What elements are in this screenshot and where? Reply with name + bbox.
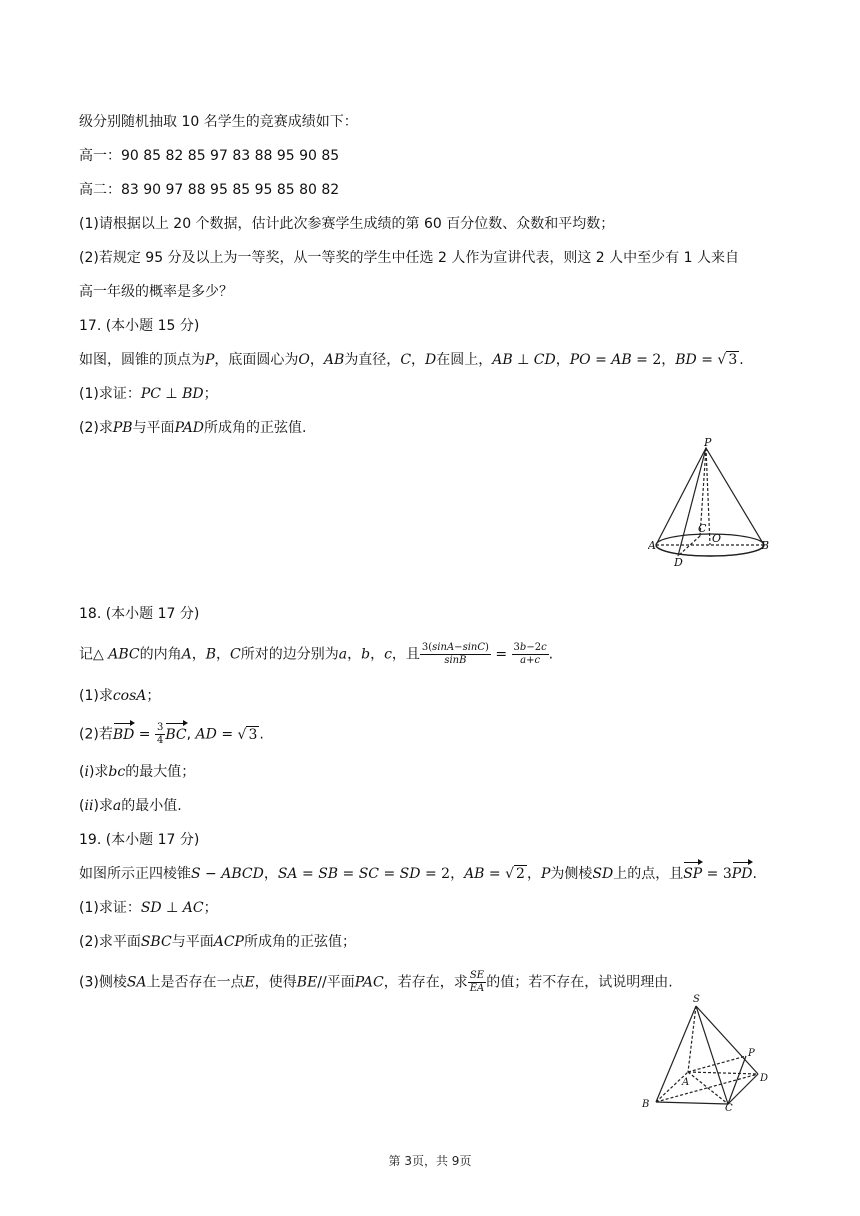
fig19-label-s: S xyxy=(693,994,700,1005)
pyramid-figure xyxy=(638,992,778,1112)
grade2-values: 83 90 97 88 95 85 95 85 80 82 xyxy=(121,182,340,198)
q19-stem: 如图所示正四棱锥S − ABCD，SA = SB = SC = SD = 2，AB = √ 2 ，P为侧棱SD上的点，且SP = 3PD. xyxy=(79,866,757,882)
fig19-label-a: A xyxy=(682,1077,690,1088)
q18-stem: 记△ ABC的内角A，B，C所对的边分别为a，b，c，且 $\frac{3(\sin A-\sin C)}{\sin B}$ = $\frac{3b-2c}{a+c}$ . xyxy=(79,642,554,666)
q19-header: 19. (本小题 17 分) xyxy=(79,832,200,848)
q16-part2-line1: (2)若规定 95 分及以上为一等奖，从一等奖的学生中任选 2 人作为宣讲代表，则这 2 人中至少有 1 人来自 xyxy=(79,250,739,266)
grade1-label: 高一： xyxy=(79,148,121,164)
q19-part3: (3)侧棱SA上是否存在一点E，使得BE//平面PAC，若存在，求 $\frac{SE}{EA}$ 的值；若不存在，试说明理由. xyxy=(79,970,673,994)
fig19-label-b: B xyxy=(642,1099,650,1110)
fig19-label-c: C xyxy=(725,1103,733,1112)
fig17-label-p: P xyxy=(704,438,712,449)
q17-header: 17. (本小题 15 分) xyxy=(79,318,200,334)
grade2-label: 高二： xyxy=(79,182,121,198)
cone-figure xyxy=(648,438,778,568)
q19-part2: (2)求平面SBC与平面ACP所成角的正弦值； xyxy=(79,934,356,950)
q17-part2: (2)求PB与平面PAD所成角的正弦值. xyxy=(79,420,307,436)
fig19-label-d: D xyxy=(760,1073,769,1084)
fig17-label-a: A xyxy=(648,539,656,552)
q18-part2-i: (i)求bc的最大值； xyxy=(79,764,196,780)
grade1-scores xyxy=(79,146,339,166)
q17-part1: (1)求证：PC ⊥ BD； xyxy=(79,386,218,402)
grade1-values: 90 85 82 85 97 83 88 95 90 85 xyxy=(121,148,340,164)
q17-stem: 如图，圆锥的顶点为P，底面圆心为O，AB为直径，C，D在圆上，AB ⊥ CD，PO = AB = 2，BD = √ 3 . xyxy=(79,352,744,368)
fig19-label-p: P xyxy=(748,1048,755,1059)
grade2-scores xyxy=(79,180,339,200)
q16-part2-line2: 高一年级的概率是多少？ xyxy=(79,284,233,300)
fig17-label-d: D xyxy=(674,556,683,568)
fig17-label-o: O xyxy=(712,532,722,545)
q19-part1: (1)求证：SD ⊥ AC； xyxy=(79,900,218,916)
q18-part2-ii: (ii)求a的最小值. xyxy=(79,798,182,814)
fig17-label-b: B xyxy=(761,539,770,552)
intro-line: 级分别随机抽取 10 名学生的竞赛成绩如下： xyxy=(79,114,358,130)
page-footer: 第 3页，共 9页 xyxy=(388,1154,472,1168)
fig17-label-c: C xyxy=(698,522,707,535)
q18-part2: (2)若BD = $\frac{3}{4}$ BC, AD = √ 3 . xyxy=(79,722,264,746)
q16-part1: (1)请根据以上 20 个数据，估计此次参赛学生成绩的第 60 百分位数、众数和平均数； xyxy=(79,216,615,232)
q18-header: 18. (本小题 17 分) xyxy=(79,606,200,622)
q18-part1: (1)求cosA； xyxy=(79,688,161,704)
